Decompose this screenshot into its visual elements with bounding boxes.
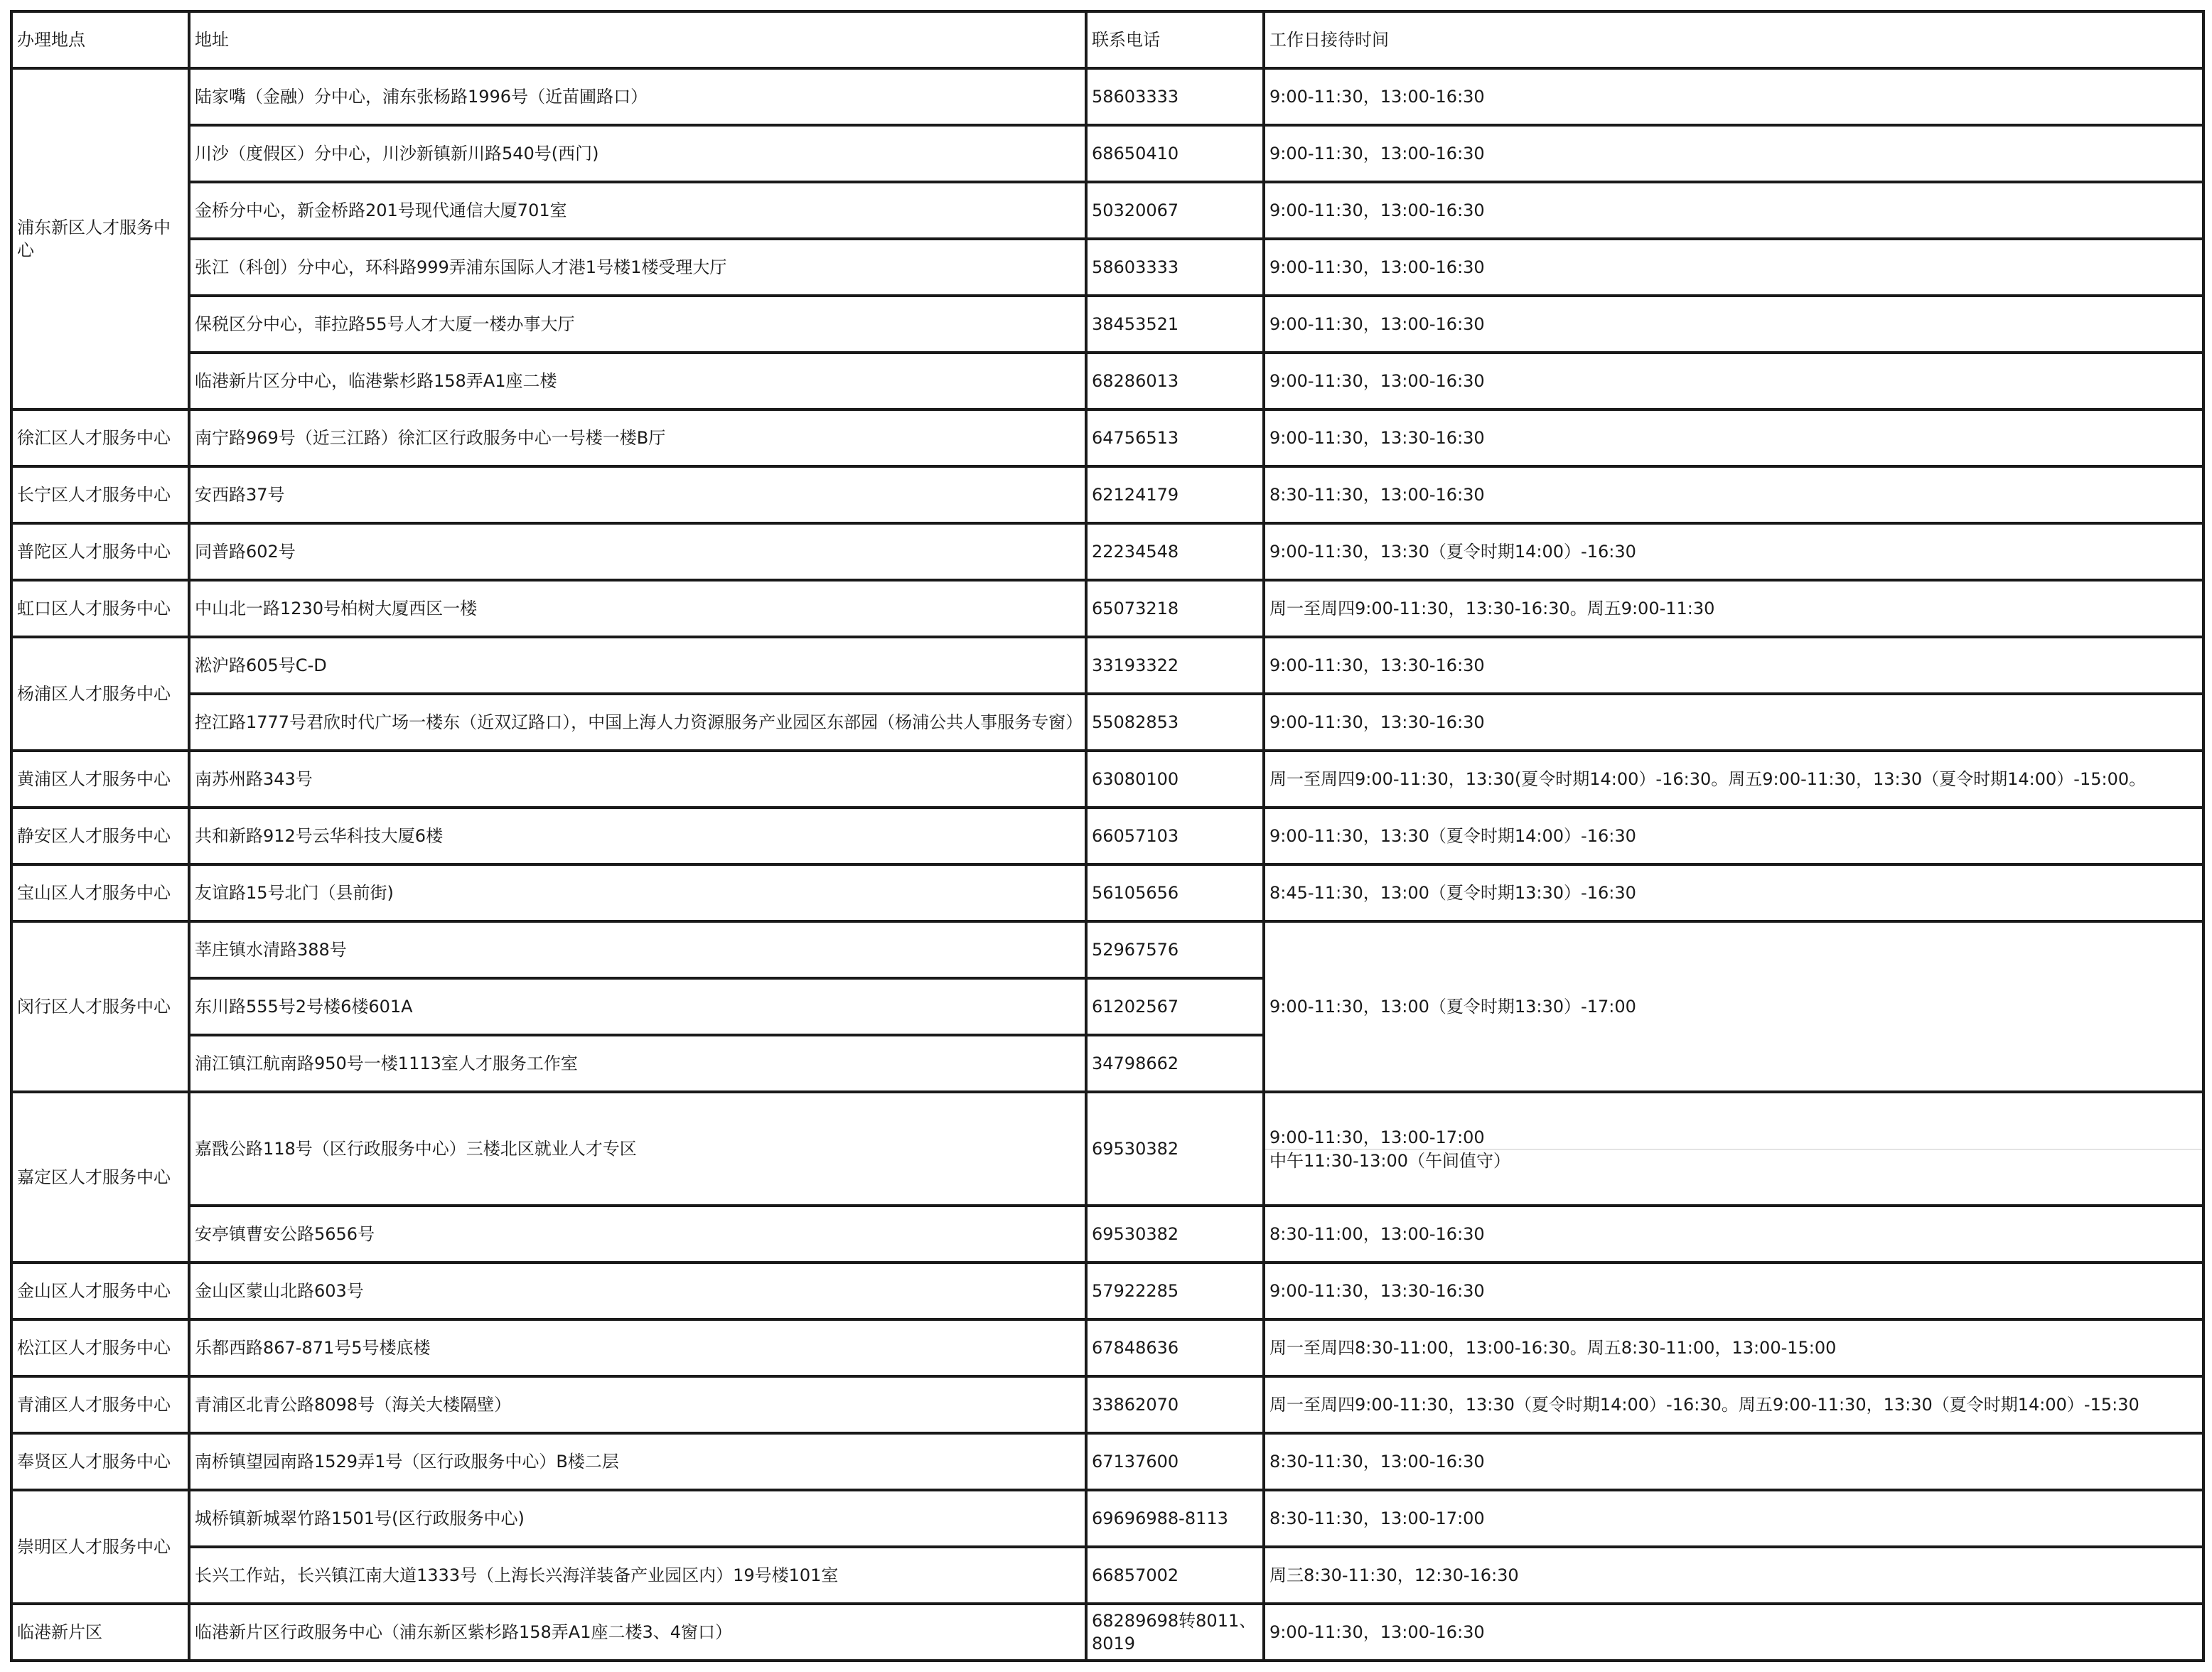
address-cell: 南苏州路343号 bbox=[189, 751, 1086, 808]
address-cell: 莘庄镇水清路388号 bbox=[189, 921, 1086, 978]
hours-cell: 周一至周四9:00-11:30，13:30-16:30。周五9:00-11:30 bbox=[1264, 580, 2203, 637]
place-cell: 虹口区人才服务中心 bbox=[11, 580, 189, 637]
address-cell: 南宁路969号（近三江路）徐汇区行政服务中心一号楼一楼B厅 bbox=[189, 409, 1086, 466]
phone-cell: 69530382 bbox=[1086, 1092, 1264, 1206]
phone-cell: 68286013 bbox=[1086, 353, 1264, 409]
hours-cell-split bbox=[1264, 1092, 2203, 1206]
table-row bbox=[11, 466, 2203, 523]
hours-cell: 周一至周四9:00-11:30，13:30(夏令时期14:00）-16:30。周五9:00-11:30，13:30（夏令时期14:00）-15:00。 bbox=[1264, 751, 2203, 808]
table-row bbox=[11, 182, 2203, 239]
hours-cell: 9:00-11:30，13:00-16:30 bbox=[1264, 353, 2203, 409]
phone-cell: 62124179 bbox=[1086, 466, 1264, 523]
place-cell: 宝山区人才服务中心 bbox=[11, 864, 189, 921]
phone-cell: 58603333 bbox=[1086, 239, 1264, 296]
hours-cell: 8:30-11:30，13:00-16:30 bbox=[1264, 466, 2203, 523]
table-row bbox=[11, 1319, 2203, 1376]
phone-cell: 63080100 bbox=[1086, 751, 1264, 808]
phone-cell: 66857002 bbox=[1086, 1547, 1264, 1604]
table-row bbox=[11, 751, 2203, 808]
table-row bbox=[11, 296, 2203, 353]
phone-cell: 52967576 bbox=[1086, 921, 1264, 978]
hours-cell: 9:00-11:30，13:30-16:30 bbox=[1264, 409, 2203, 466]
address-cell: 安西路37号 bbox=[189, 466, 1086, 523]
table-row bbox=[11, 1376, 2203, 1433]
hours-cell: 9:00-11:30，13:00-16:30 bbox=[1264, 1604, 2203, 1661]
address-cell: 控江路1777号君欣时代广场一楼东（近双辽路口），中国上海人力资源服务产业园区东部园（杨浦公共人事服务专窗） bbox=[189, 694, 1086, 751]
table-row bbox=[11, 353, 2203, 409]
phone-cell: 22234548 bbox=[1086, 523, 1264, 580]
table-row bbox=[11, 409, 2203, 466]
hours-cell: 8:30-11:30，13:00-17:00 bbox=[1264, 1490, 2203, 1547]
address-cell: 临港新片区分中心，临港紫杉路158弄A1座二楼 bbox=[189, 353, 1086, 409]
place-cell: 青浦区人才服务中心 bbox=[11, 1376, 189, 1433]
address-cell: 南桥镇望园南路1529弄1号（区行政服务中心）B楼二层 bbox=[189, 1433, 1086, 1490]
place-cell: 闵行区人才服务中心 bbox=[11, 921, 189, 1092]
phone-cell: 56105656 bbox=[1086, 864, 1264, 921]
phone-cell: 65073218 bbox=[1086, 580, 1264, 637]
header-address: 地址 bbox=[189, 11, 1086, 68]
address-cell: 金山区蒙山北路603号 bbox=[189, 1263, 1086, 1319]
hours-cell: 9:00-11:30，13:00-16:30 bbox=[1264, 68, 2203, 125]
place-cell: 崇明区人才服务中心 bbox=[11, 1490, 189, 1604]
place-cell: 松江区人才服务中心 bbox=[11, 1319, 189, 1376]
place-cell: 静安区人才服务中心 bbox=[11, 808, 189, 864]
address-cell: 友谊路15号北门（县前街) bbox=[189, 864, 1086, 921]
address-cell: 同普路602号 bbox=[189, 523, 1086, 580]
table-row bbox=[11, 1433, 2203, 1490]
table-row bbox=[11, 125, 2203, 182]
address-cell: 张江（科创）分中心，环科路999弄浦东国际人才港1号楼1楼受理大厅 bbox=[189, 239, 1086, 296]
header-hours: 工作日接待时间 bbox=[1264, 11, 2203, 68]
address-cell: 保税区分中心，菲拉路55号人才大厦一楼办事大厅 bbox=[189, 296, 1086, 353]
table-row bbox=[11, 637, 2203, 694]
place-cell: 金山区人才服务中心 bbox=[11, 1263, 189, 1319]
table-row bbox=[11, 1490, 2203, 1547]
table-row bbox=[11, 68, 2203, 125]
table-row bbox=[11, 523, 2203, 580]
hours-cell: 9:00-11:30，13:30（夏令时期14:00）-16:30 bbox=[1264, 523, 2203, 580]
address-cell: 淞沪路605号C-D bbox=[189, 637, 1086, 694]
address-cell: 临港新片区行政服务中心（浦东新区紫杉路158弄A1座二楼3、4窗口） bbox=[189, 1604, 1086, 1661]
address-cell: 青浦区北青公路8098号（海关大楼隔壁） bbox=[189, 1376, 1086, 1433]
hours-cell: 9:00-11:30，13:00-16:30 bbox=[1264, 296, 2203, 353]
hours-cell: 8:30-11:30，13:00-16:30 bbox=[1264, 1433, 2203, 1490]
table-row bbox=[11, 1604, 2203, 1661]
phone-cell: 33193322 bbox=[1086, 637, 1264, 694]
hours-cell: 9:00-11:30，13:30-16:30 bbox=[1264, 637, 2203, 694]
address-cell: 嘉戬公路118号（区行政服务中心）三楼北区就业人才专区 bbox=[189, 1092, 1086, 1206]
place-cell: 浦东新区人才服务中心 bbox=[11, 68, 189, 409]
hours-cell: 周三8:30-11:30，12:30-16:30 bbox=[1264, 1547, 2203, 1604]
hours-cell: 9:00-11:30，13:00-16:30 bbox=[1264, 182, 2203, 239]
phone-cell: 55082853 bbox=[1086, 694, 1264, 751]
table-row bbox=[11, 694, 2203, 751]
table-row bbox=[11, 580, 2203, 637]
service-centers-table-container bbox=[10, 10, 2205, 1662]
address-cell: 乐都西路867-871号5号楼底楼 bbox=[189, 1319, 1086, 1376]
address-cell: 金桥分中心，新金桥路201号现代通信大厦701室 bbox=[189, 182, 1086, 239]
hours-cell: 9:00-11:30，13:00-17:00 bbox=[1269, 1127, 1485, 1147]
place-cell: 临港新片区 bbox=[11, 1604, 189, 1661]
table-row bbox=[11, 1206, 2203, 1263]
header-place: 办理地点 bbox=[11, 11, 189, 68]
header-row bbox=[11, 11, 2203, 68]
phone-cell: 68650410 bbox=[1086, 125, 1264, 182]
address-cell: 陆家嘴（金融）分中心，浦东张杨路1996号（近苗圃路口） bbox=[189, 68, 1086, 125]
table-row bbox=[11, 239, 2203, 296]
address-cell: 东川路555号2号楼6楼601A bbox=[189, 978, 1086, 1035]
hours-cell: 9:00-11:30，13:30-16:30 bbox=[1264, 1263, 2203, 1319]
address-cell: 安亭镇曹安公路5656号 bbox=[189, 1206, 1086, 1263]
hours-cell: 9:00-11:30，13:00（夏令时期13:30）-17:00 bbox=[1264, 921, 2203, 1092]
hours-cell: 周一至周四9:00-11:30，13:30（夏令时期14:00）-16:30。周五9:00-11:30，13:30（夏令时期14:00）-15:30 bbox=[1264, 1376, 2203, 1433]
place-cell: 普陀区人才服务中心 bbox=[11, 523, 189, 580]
hours-cell: 周一至周四8:30-11:00，13:00-16:30。周五8:30-11:00，13:00-15:00 bbox=[1264, 1319, 2203, 1376]
hours-cell: 9:00-11:30，13:00-16:30 bbox=[1264, 125, 2203, 182]
table-row bbox=[11, 1547, 2203, 1604]
hours-cell: 9:00-11:30，13:30-16:30 bbox=[1264, 694, 2203, 751]
address-cell: 城桥镇新城翠竹路1501号(区行政服务中心) bbox=[189, 1490, 1086, 1547]
hours-cell: 9:00-11:30，13:00-16:30 bbox=[1264, 239, 2203, 296]
phone-cell: 69530382 bbox=[1086, 1206, 1264, 1263]
phone-cell: 66057103 bbox=[1086, 808, 1264, 864]
phone-cell: 67137600 bbox=[1086, 1433, 1264, 1490]
phone-cell: 67848636 bbox=[1086, 1319, 1264, 1376]
table-row bbox=[11, 921, 2203, 978]
table-row bbox=[11, 1263, 2203, 1319]
hours-cell-note: 中午11:30-13:00（午间值守） bbox=[1265, 1149, 2202, 1172]
service-centers-table bbox=[10, 10, 2205, 1662]
phone-cell: 58603333 bbox=[1086, 68, 1264, 125]
phone-cell: 33862070 bbox=[1086, 1376, 1264, 1433]
place-cell: 奉贤区人才服务中心 bbox=[11, 1433, 189, 1490]
address-cell: 中山北一路1230号柏树大厦西区一楼 bbox=[189, 580, 1086, 637]
address-cell: 川沙（度假区）分中心，川沙新镇新川路540号(西门) bbox=[189, 125, 1086, 182]
phone-cell: 68289698转8011、8019 bbox=[1086, 1604, 1264, 1661]
table-row bbox=[11, 1092, 2203, 1206]
place-cell: 长宁区人才服务中心 bbox=[11, 466, 189, 523]
place-cell: 嘉定区人才服务中心 bbox=[11, 1092, 189, 1263]
address-cell: 浦江镇江航南路950号一楼1113室人才服务工作室 bbox=[189, 1035, 1086, 1092]
place-cell: 杨浦区人才服务中心 bbox=[11, 637, 189, 751]
hours-cell: 8:30-11:00，13:00-16:30 bbox=[1264, 1206, 2203, 1263]
phone-cell: 50320067 bbox=[1086, 182, 1264, 239]
phone-cell: 57922285 bbox=[1086, 1263, 1264, 1319]
place-cell: 黄浦区人才服务中心 bbox=[11, 751, 189, 808]
phone-cell: 64756513 bbox=[1086, 409, 1264, 466]
address-cell: 共和新路912号云华科技大厦6楼 bbox=[189, 808, 1086, 864]
phone-cell: 69696988-8113 bbox=[1086, 1490, 1264, 1547]
phone-cell: 34798662 bbox=[1086, 1035, 1264, 1092]
table-row bbox=[11, 808, 2203, 864]
place-cell: 徐汇区人才服务中心 bbox=[11, 409, 189, 466]
header-phone: 联系电话 bbox=[1086, 11, 1264, 68]
hours-cell: 8:45-11:30，13:00（夏令时期13:30）-16:30 bbox=[1264, 864, 2203, 921]
phone-cell: 61202567 bbox=[1086, 978, 1264, 1035]
address-cell: 长兴工作站，长兴镇江南大道1333号（上海长兴海洋装备产业园区内）19号楼101室 bbox=[189, 1547, 1086, 1604]
table-row bbox=[11, 864, 2203, 921]
phone-cell: 38453521 bbox=[1086, 296, 1264, 353]
hours-cell: 9:00-11:30，13:30（夏令时期14:00）-16:30 bbox=[1264, 808, 2203, 864]
